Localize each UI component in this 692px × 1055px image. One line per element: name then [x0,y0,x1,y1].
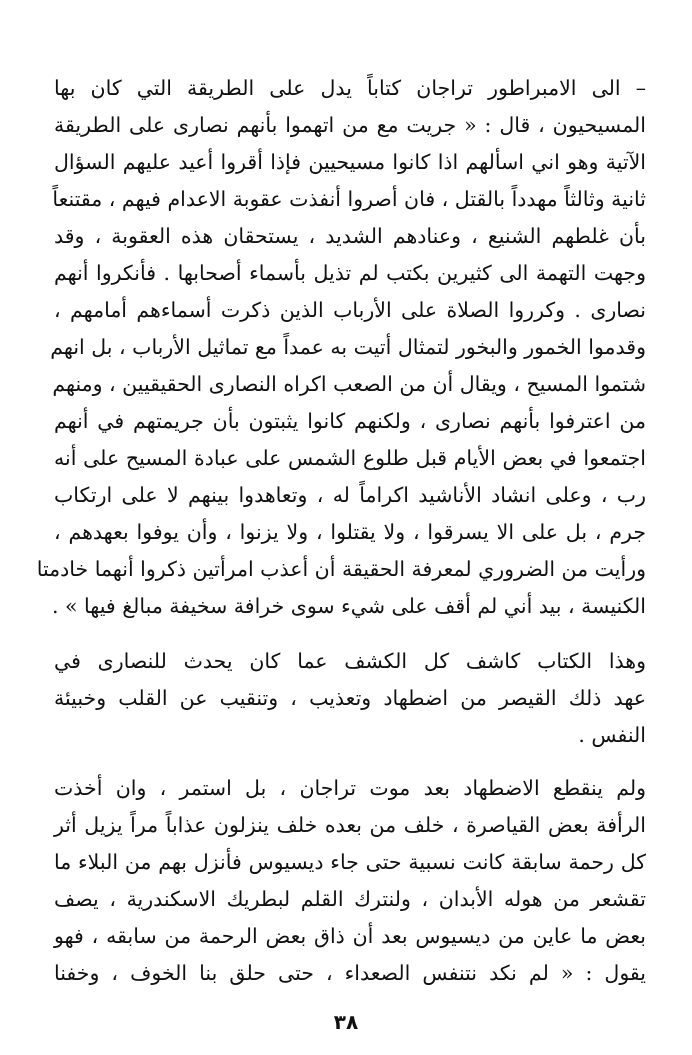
text-line: اجتمعوا في بعض الأيام قبل طلوع الشمس على عبادة المسيح على أنه [54,446,646,470]
text-line: ورأيت من الضروري لمعرفة الحقيقة أن أعذب امرأتين ذكروا أنهما خادمتا [36,557,646,581]
text-line: رب ، وعلى انشاد الأناشيد اكراماً له ، وتعاهدوا بينهم لا على ارتكاب [54,483,646,507]
text-line: وهذا الكتاب كاشف كل الكشف عما كان يحدث للنصارى في [54,649,646,673]
text-line: ولم ينقطع الاضطهاد بعد موت تراجان ، بل استمر ، وان أخذت [54,776,646,800]
text-line: بعض ما عاين من ديسيوس بعد أن ذاق بعض الرحمة من سابقه ، فهو [54,924,646,948]
text-line: شتموا المسيح ، ويقال أن من الصعب اكراه النصارى الحقيقيين ، ومنهم [52,372,646,396]
page-number: ٣٨ [333,1010,359,1034]
text-line: وقدموا الخمور والبخور لتمثال أتيت به عمداً مع تماثيل الأرباب ، بل انهم [50,335,646,359]
text-line: – الى الامبراطور تراجان كتاباً يدل على الطريقة التي كان بها [54,76,646,100]
paragraph-1 [36,70,646,625]
text-line: ثانية وثالثاً مهدداً بالقتل ، فان أصروا أنفذت عقوبة الاعدام فيهم ، مقتنعاً [52,187,646,211]
text-line: الرأفة بعض القياصرة ، خلف من بعده خلف ينزلون عذاباً مراً يزيل أثر [54,813,646,837]
text-line: يقول : « لم نكد نتنفس الصعداء ، حتى حلق بنا الخوف ، وخفنا [54,961,646,985]
text-line: من اعترفوا بأنهم نصارى ، ولكنهم كانوا يثبتون بأن جريمتهم في أنهم [54,409,646,433]
text-line: المسيحيون ، قال : « جريت مع من اتهموا بأنهم نصارى على الطريقة [54,113,646,137]
text-line: نصارى . وكرروا الصلاة على الأرباب الذين ذكرت أسماءهم أمامهم ، [54,298,646,322]
text-line: تقشعر من هوله الأبدان ، ولنترك القلم لبطريك الاسكندرية ، يصف [54,887,646,911]
text-line: النفس . [578,723,646,747]
text-line: الآتية وهو اني اسألهم اذا كانوا مسيحيين فإذا أقروا أعيد عليهم السؤال [54,150,646,174]
text-line: وجهت التهمة الى كثيرين بكتب لم تذيل بأسماء أصحابها . فأنكروا أنهم [54,261,646,285]
text-line: الكنيسة ، بيد أني لم أقف على شيء سوى خرافة سخيفة مبالغ فيها » . [51,594,646,618]
text-line: بأن غلطهم الشنيع ، وعنادهم الشديد ، يستحقان هذه العقوبة ، وقد [54,224,646,248]
text-line: عهد ذلك القيصر من اضطهاد وتعذيب ، وتنقيب عن القلب وخبيئة [54,686,646,710]
paragraph-3 [54,770,646,992]
text-line: كل رحمة سابقة كانت نسبية حتى جاء ديسيوس فأنزل بهم من البلاء ما [54,850,646,874]
text-line: جرم ، بل على الا يسرقوا ، ولا يقتلوا ، ولا يزنوا ، وأن يوفوا بعهدهم ، [54,520,646,544]
paragraph-2 [54,643,646,754]
